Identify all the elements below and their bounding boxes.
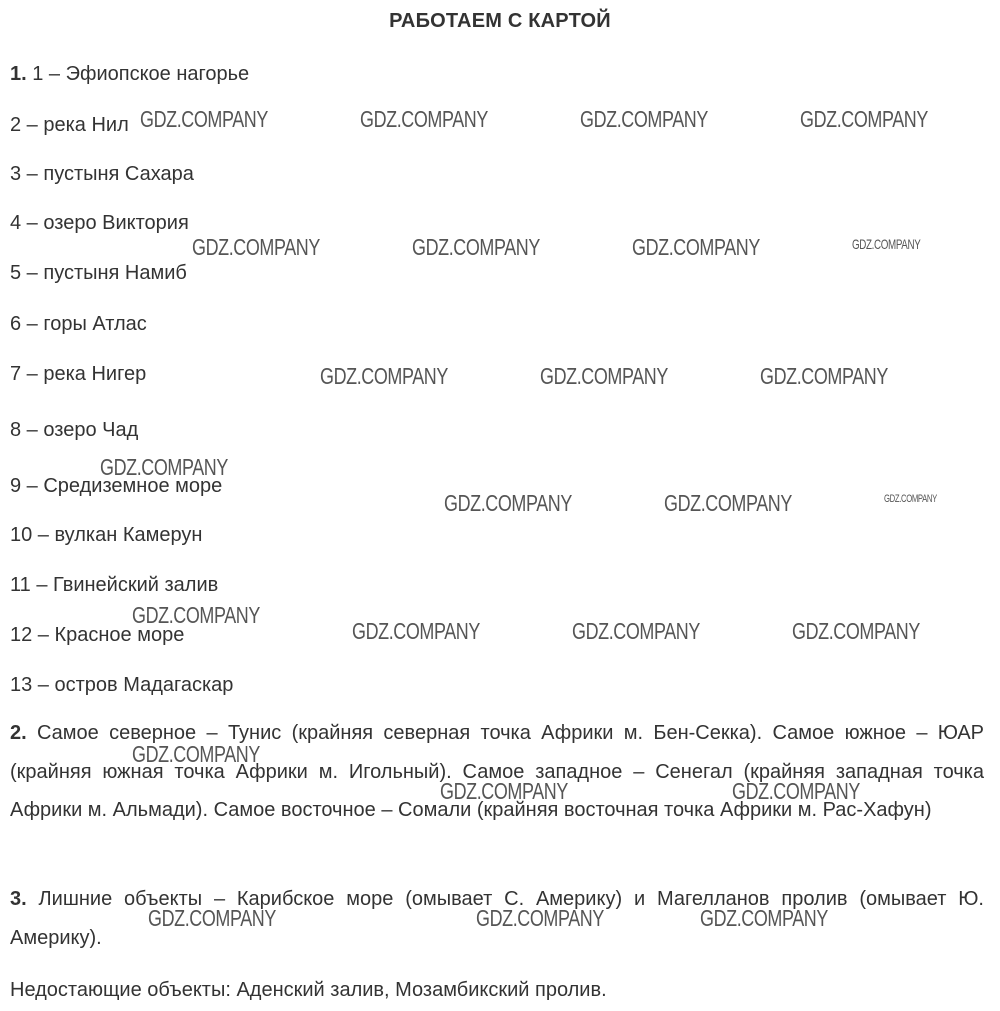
watermark: GDZ.COMPANY [664, 490, 792, 516]
list-item: 8 – озеро Чад [10, 419, 139, 441]
section-3-paragraph [10, 880, 984, 958]
watermark: GDZ.COMPANY [132, 741, 260, 767]
section-number: 2. [10, 722, 27, 744]
item-text: 1 – Эфиопское нагорье [32, 63, 250, 85]
watermark: GDZ.COMPANY [572, 618, 700, 644]
list-item: 6 – горы Атлас [10, 313, 147, 335]
watermark: GDZ.COMPANY [476, 905, 604, 931]
missing-objects: Недостающие объекты: Аденский залив, Мозамбикский пролив. [10, 979, 607, 1001]
page-title: РАБОТАЕМ С КАРТОЙ [389, 10, 611, 32]
section-number: 3. [10, 888, 27, 910]
watermark: GDZ.COMPANY [352, 618, 480, 644]
list-item: 9 – Средиземное море [10, 475, 223, 497]
watermark: GDZ.COMPANY [800, 106, 928, 132]
watermark: GDZ.COMPANY [140, 106, 268, 132]
section-2-paragraph [10, 714, 984, 830]
watermark: GDZ.COMPANY [192, 234, 320, 260]
list-item: 3 – пустыня Сахара [10, 163, 194, 185]
watermark: GDZ.COMPANY [132, 602, 260, 628]
watermark: GDZ.COMPANY [700, 905, 828, 931]
watermark: GDZ.COMPANY [444, 490, 572, 516]
watermark: GDZ.COMPANY [884, 493, 937, 505]
watermark: GDZ.COMPANY [540, 363, 668, 389]
list-item: 2 – река Нил [10, 114, 129, 136]
list-item: 13 – остров Мадагаскар [10, 674, 234, 696]
watermark: GDZ.COMPANY [732, 778, 860, 804]
section-3-text: Лишние объекты – Карибское море (омывает С. Америку) и Магелланов пролив (омывает Ю. Америку). [10, 888, 984, 949]
watermark: GDZ.COMPANY [440, 778, 568, 804]
watermark: GDZ.COMPANY [360, 106, 488, 132]
watermark: GDZ.COMPANY [580, 106, 708, 132]
list-item: 10 – вулкан Камерун [10, 524, 203, 546]
list-item: 7 – река Нигер [10, 363, 147, 385]
list-item [10, 61, 249, 87]
watermark: GDZ.COMPANY [100, 454, 228, 480]
watermark: GDZ.COMPANY [148, 905, 276, 931]
list-item: 5 – пустыня Намиб [10, 262, 187, 284]
list-item: 11 – Гвинейский залив [10, 574, 219, 596]
list-item: 12 – Красное море [10, 624, 185, 646]
watermark: GDZ.COMPANY [412, 234, 540, 260]
watermark: GDZ.COMPANY [760, 363, 888, 389]
watermark: GDZ.COMPANY [792, 618, 920, 644]
section-number: 1. [10, 63, 27, 85]
watermark: GDZ.COMPANY [632, 234, 760, 260]
watermark: GDZ.COMPANY [320, 363, 448, 389]
list-item: 4 – озеро Виктория [10, 212, 189, 234]
watermark: GDZ.COMPANY [852, 236, 921, 252]
section-2-text: Самое северное – Тунис (крайняя северная точка Африки м. Бен-Секка). Самое южное – ЮАР (крайняя южная точка Африки м. Игольный). Самое западное – Сенегал (крайняя западная точка Африки м. Альмади). Самое восточное – Сомали (крайняя восточная точка Африки м. Рас-Хафун) [10, 722, 984, 821]
